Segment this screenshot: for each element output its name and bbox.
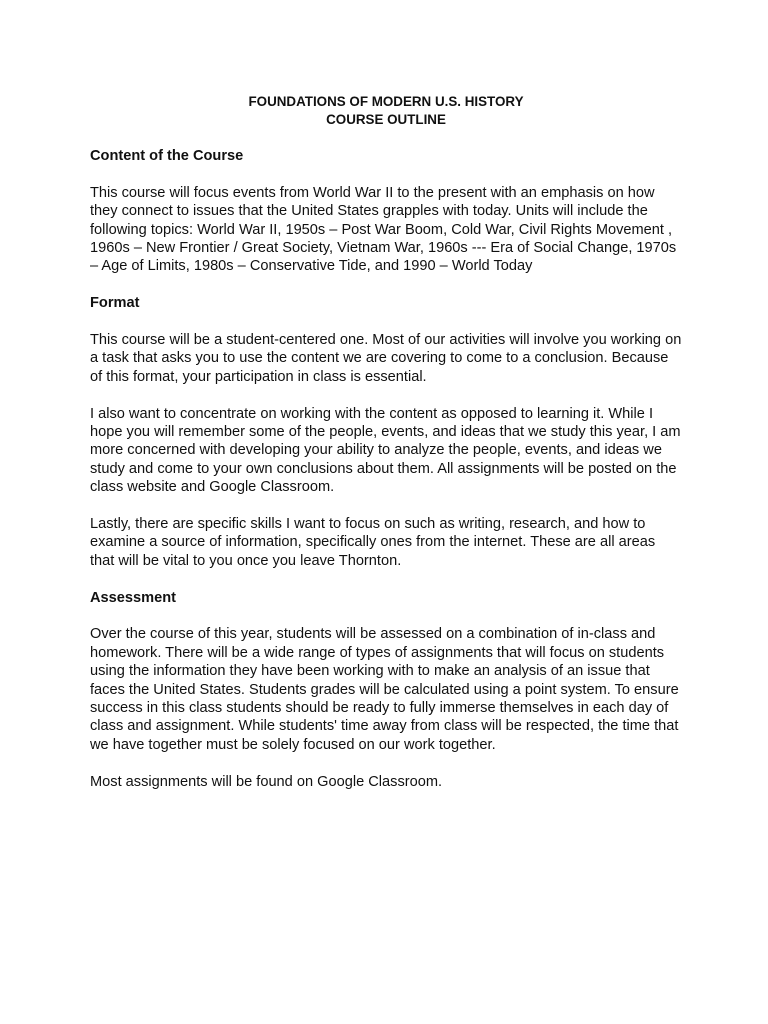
format-paragraph-3: Lastly, there are specific skills I want to focus on such as writing, research, and how to examine a source of information, specifically ones from the internet. These are all areas that will be vital to you once you leave Thornton. — [90, 516, 656, 569]
content-paragraph: This course will focus events from World War II to the present with an emphasis on how they connect to issues that the United States grapples with today. Units will include the following topics: World War II, 1950s – Post War Boom, Cold War, Civil Rights Movement , 1960s – New Frontier / Great Society, Vietnam War, 1960s --- Era of Social Change, 1970s – Age of Limits, 1980s – Conservative Tide, and 1990 – World Today — [90, 184, 677, 275]
assessment-heading: Assessment — [90, 589, 176, 606]
title-line-2: COURSE OUTLINE — [326, 112, 446, 127]
assessment-paragraph-1: Over the course of this year, students will be assessed on a combination of in-class and homework. There will be a wide range of types of assignments that will focus on students using the information they have been working with to make an analysis of an issue that faces the United States. Students grades will be calculated using a point system. To ensure success in this class students should be ready to fully immerse themselves in each day of class and assignment. While students' time away from class will be respected, the time that we have together must be solely focused on our work together. — [90, 626, 679, 753]
document-body — [90, 93, 682, 809]
title-line-1: FOUNDATIONS OF MODERN U.S. HISTORY — [248, 94, 524, 109]
document-title — [90, 93, 682, 129]
format-paragraph-1: This course will be a student-centered one. Most of our activities will involve you working on a task that asks you to use the content we are covering to come to a conclusion. Because of this format, your participation in class is essential. — [90, 332, 682, 385]
content-heading: Content of the Course — [90, 148, 244, 164]
format-paragraph-2: I also want to concentrate on working with the content as opposed to learning it. While I hope you will remember some of the people, events, and ideas that we study this year, I am more concerned with developing your ability to analyze the people, events, and ideas we study and come to your own conclusions about them. All assignments will be posted on the class website and Google Classroom. — [90, 405, 681, 496]
assessment-paragraph-2: Most assignments will be found on Google Classroom. — [90, 773, 443, 790]
format-heading: Format — [90, 295, 140, 312]
